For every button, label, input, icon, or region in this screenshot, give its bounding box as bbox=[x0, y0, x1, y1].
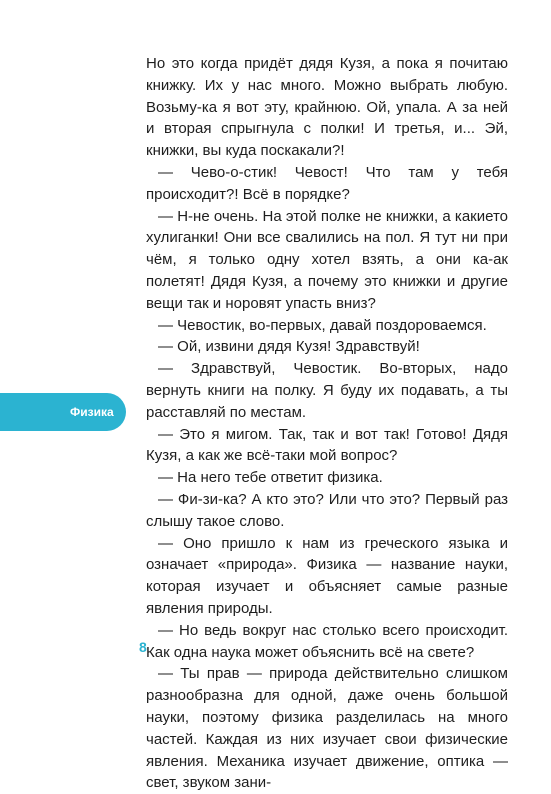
paragraph: Но это когда придёт дядя Кузя, а пока я почитаю книжку. Их у нас много. Можно выбрать любую. Возьму-ка я вот эту, крайнюю. Ой, упала. А за ней и вторая спрыгнула с полки! И третья, и... Эй, книжки, вы куда поскакали?! bbox=[146, 55, 508, 160]
page-number: 8 bbox=[139, 639, 147, 655]
paragraph: — Фи-зи-ка? А кто это? Или что это? Первый раз слышу такое слово. bbox=[146, 490, 508, 530]
section-tab-label: Физика bbox=[70, 405, 114, 419]
paragraph: — Но ведь вокруг нас столько всего происходит. Как одна наука может объяснить всё на свете? bbox=[146, 621, 508, 661]
paragraph: — Оно пришло к нам из греческого языка и означает «природа». Физика — название науки, которая изучает и объясняет самые разные явления природы. bbox=[146, 534, 508, 617]
paragraph: — На него тебе ответит физика. bbox=[158, 469, 383, 487]
paragraph: — Чево-о-стик! Чевост! Что там у тебя происходит?! Всё в порядке? bbox=[146, 163, 508, 203]
section-tab bbox=[0, 393, 126, 431]
paragraph: — Это я мигом. Так, так и вот так! Готово! Дядя Кузя, а как же всё-таки мой вопрос? bbox=[146, 425, 508, 465]
page-text bbox=[146, 53, 508, 794]
paragraph: — Н-не очень. На этой полке не книжки, а какието хулиганки! Они все свалились на пол. Я тут ни при чём, я только одну хотел взять, а они ка-ак полетят! Дядя Кузя, а почему это книжки и другие вещи так и норовят упасть вниз? bbox=[146, 207, 508, 312]
paragraph: — Здравствуй, Чевостик. Во-вторых, надо вернуть книги на полку. Я буду их подавать, а ты расставляй по местам. bbox=[146, 360, 508, 421]
paragraph: — Чевостик, во-первых, давай поздороваемся. bbox=[158, 316, 487, 334]
paragraph: — Ой, извини дядя Кузя! Здравствуй! bbox=[158, 338, 420, 356]
paragraph: — Ты прав — природа действительно слишком разнообразна для одной, даже очень большой науки, поэтому физика разделилась на много частей. Каждая из них изучает свои физические явления. Механика изучает движение, оптика — свет, звуком зани- bbox=[146, 665, 508, 792]
